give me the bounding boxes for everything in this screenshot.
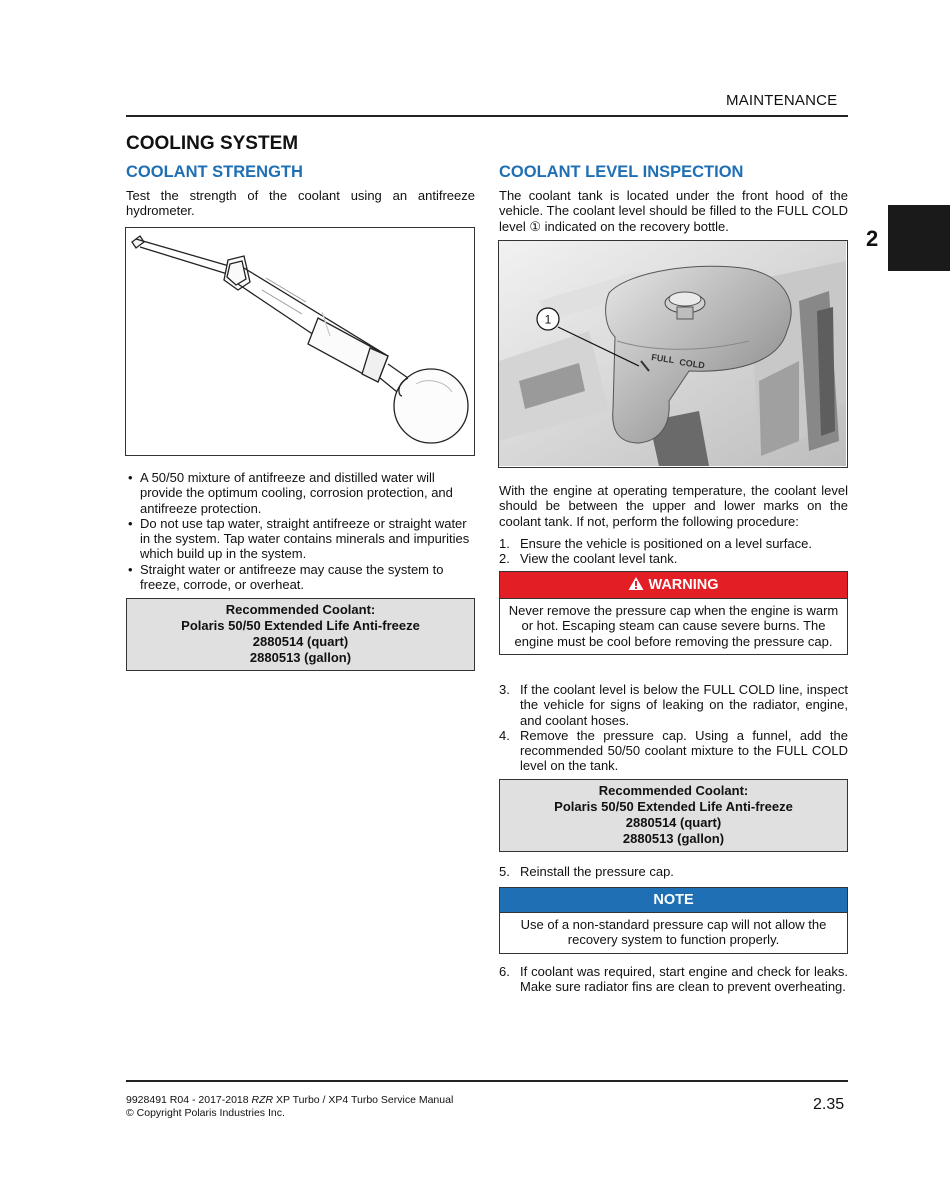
warning-box <box>499 571 848 655</box>
coolant-box-gallon: 2880513 (gallon) <box>622 831 725 846</box>
coolant-box-quart: 2880514 (quart) <box>252 634 349 649</box>
step-number: 6. <box>499 964 510 979</box>
note-header <box>500 888 847 912</box>
step-item <box>499 551 848 566</box>
step-text: If coolant was required, start engine and check for leaks. Make sure radiator fins are clean to prevent overheating. <box>520 964 848 995</box>
coolant-box-gallon: 2880513 (gallon) <box>249 650 352 665</box>
coolant-box-quart: 2880514 (quart) <box>625 815 722 830</box>
warning-text: Never remove the pressure cap when the engine is warm or hot. Escaping steam can cause severe burns. The engine must be cool before removing the pressure cap. <box>500 598 847 654</box>
bullet-item: • Straight water or antifreeze may cause the system to freeze, corrode, or overheat. <box>126 562 475 593</box>
coolant-level-heading: COOLANT LEVEL INSPECTION <box>499 163 744 181</box>
procedure-steps-3-4 <box>499 682 848 774</box>
step-item <box>499 728 848 774</box>
procedure-steps-1-2 <box>499 536 848 567</box>
footer-doc-suffix: XP Turbo / XP4 Turbo Service Manual <box>273 1094 454 1106</box>
chapter-number: 2 <box>866 226 879 251</box>
footer-document-info <box>126 1094 453 1119</box>
bullet-item: • A 50/50 mixture of antifreeze and distilled water will provide the optimum cooling, corrosion protection, and antifreeze protection. <box>126 470 475 516</box>
recommended-coolant-box-right <box>499 779 848 852</box>
step-item <box>499 964 848 995</box>
footer-doc-title <box>126 1094 453 1107</box>
warning-triangle-icon <box>628 576 644 591</box>
coolant-tank-photo <box>499 241 846 466</box>
procedure-step-6 <box>499 964 848 995</box>
full-mark-label: FULL <box>650 352 675 366</box>
hydrometer-illustration <box>126 228 473 454</box>
note-title: NOTE <box>653 892 694 908</box>
coolant-box-title: Recommended Coolant: <box>598 783 749 798</box>
step-text: View the coolant level tank. <box>520 551 678 567</box>
step-text: Reinstall the pressure cap. <box>520 864 674 879</box>
hydrometer-figure <box>125 227 475 456</box>
coolant-tank-figure <box>498 240 848 468</box>
coolant-strength-heading: COOLANT STRENGTH <box>126 163 303 181</box>
page-title: COOLING SYSTEM <box>126 133 299 154</box>
bullet-item: • Do not use tap water, straight antifreeze or straight water in the system. Tap water contains minerals and impurities which build up in the system. <box>126 516 475 562</box>
coolant-box-title: Recommended Coolant: <box>225 602 376 617</box>
chapter-tab <box>888 205 950 271</box>
procedure-step-5 <box>499 864 848 879</box>
step-number: 5. <box>499 864 510 879</box>
step-text: If the coolant level is below the FULL COLD line, inspect the vehicle for signs of leaking on the radiator, engine, and coolant hoses. <box>520 682 848 728</box>
footer-model: RZR <box>251 1094 274 1106</box>
step-number: 2. <box>499 551 510 567</box>
coolant-level-intro: The coolant tank is located under the front hood of the vehicle. The coolant level should be filled to the FULL COLD level ① indicated on the recovery bottle. <box>499 188 848 234</box>
footer-divider <box>126 1080 848 1082</box>
coolant-bullet-list <box>126 470 475 592</box>
warning-header <box>500 572 847 598</box>
coolant-box-product: Polaris 50/50 Extended Life Anti-freeze <box>181 618 420 633</box>
step-number: 1. <box>499 536 510 551</box>
coolant-box-product: Polaris 50/50 Extended Life Anti-freeze <box>554 799 793 814</box>
step-number: 4. <box>499 727 510 743</box>
header-divider <box>126 115 848 117</box>
page-number: 2.35 <box>813 1096 845 1113</box>
recommended-coolant-box-left <box>126 598 475 671</box>
step-number: 3. <box>499 682 510 697</box>
step-text: Ensure the vehicle is positioned on a level surface. <box>520 536 812 551</box>
cold-mark-label: COLD <box>678 357 706 371</box>
engine-temp-paragraph: With the engine at operating temperature, the coolant level should be between the upper and lower marks on the coolant tank. If not, perform the following procedure: <box>499 483 848 529</box>
step-text: Remove the pressure cap. Using a funnel, add the recommended 50/50 coolant mixture to the FULL COLD level on the tank. <box>520 727 848 774</box>
footer-copyright: © Copyright Polaris Industries Inc. <box>126 1106 285 1119</box>
step-item <box>499 536 848 551</box>
coolant-strength-intro: Test the strength of the coolant using an antifreeze hydrometer. <box>126 188 475 219</box>
note-box <box>499 887 848 954</box>
footer-doc-prefix: 9928491 R04 - 2017-2018 <box>126 1094 252 1106</box>
step-item <box>499 682 848 728</box>
warning-title: WARNING <box>648 577 719 593</box>
note-text: Use of a non-standard pressure cap will not allow the recovery system to function properly. <box>500 912 847 953</box>
step-item <box>499 864 848 879</box>
section-header: MAINTENANCE <box>726 92 838 109</box>
callout-number: 1 <box>544 312 552 327</box>
